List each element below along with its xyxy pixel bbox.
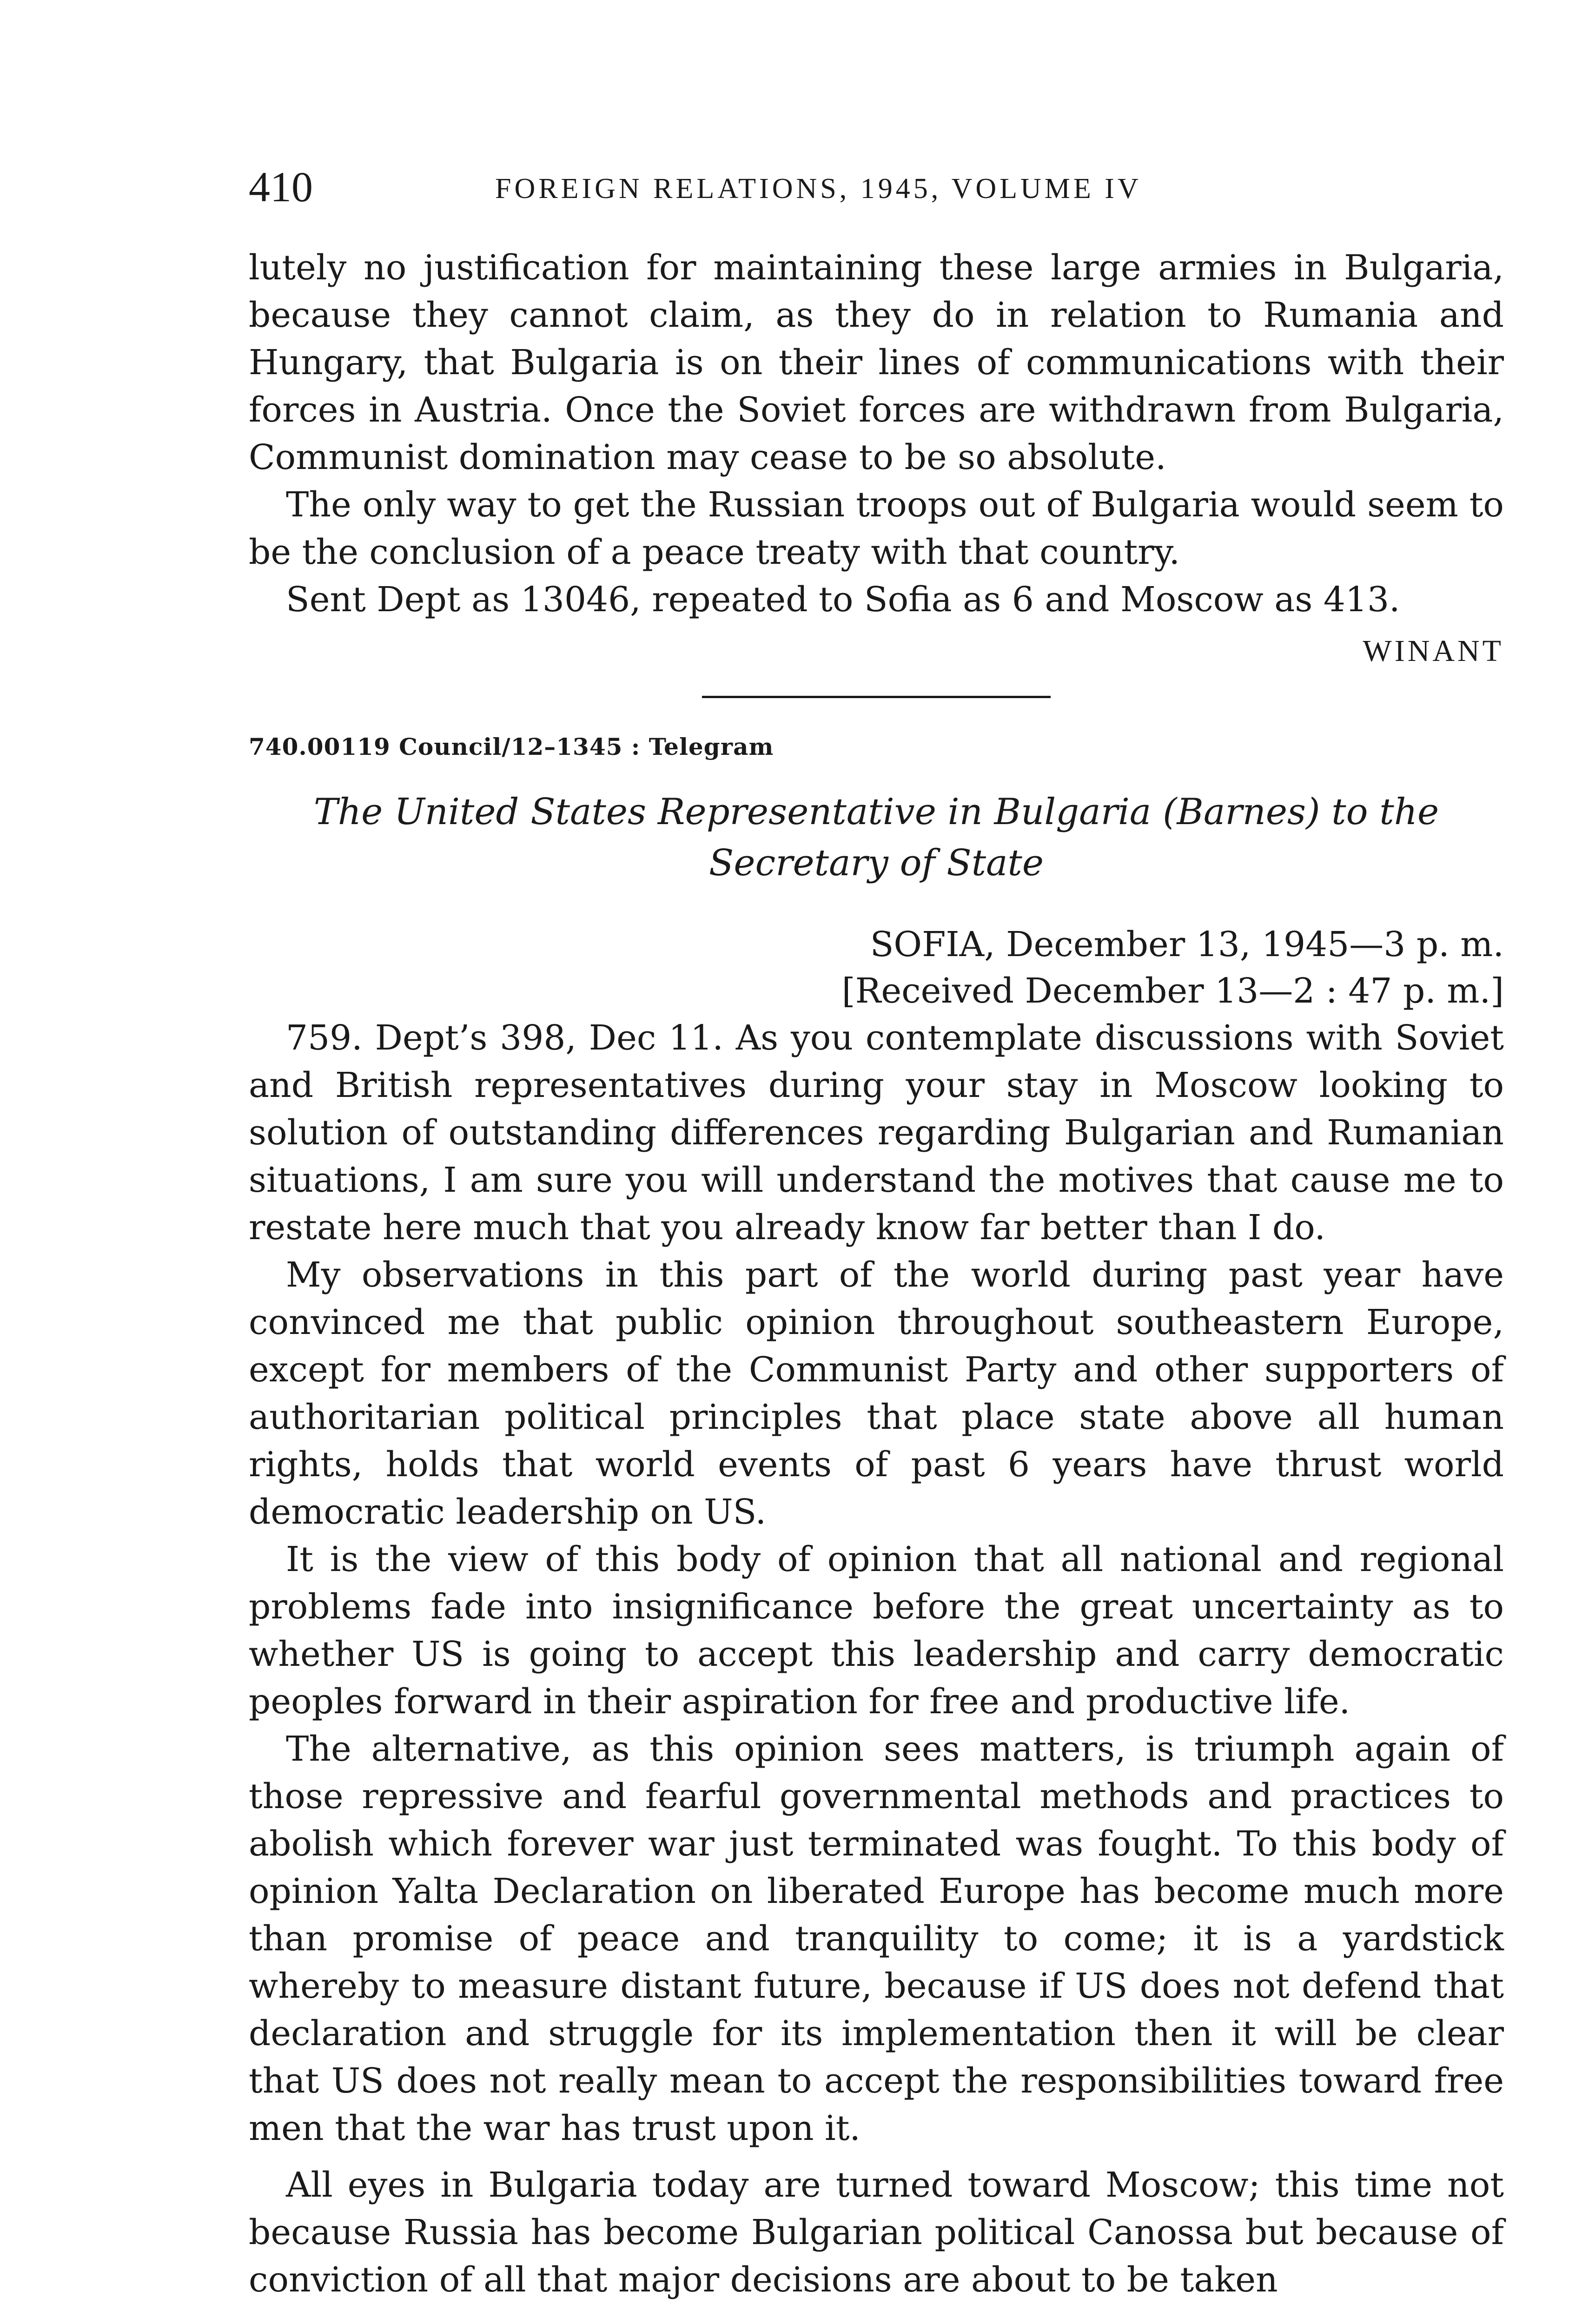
running-head: FOREIGN RELATIONS, 1945, VOLUME IV [495, 173, 1142, 205]
section-divider [702, 696, 1051, 698]
dateline [249, 921, 1504, 1014]
dateline-sent: December 13, 1945—3 p. m. [1006, 924, 1504, 964]
telegram-paragraph-3: It is the view of this body of opinion that all national and regional problems fade into insignificance before the great uncertainty as to whether US is going to accept this leadership and carry democratic peoples forward in their aspiration for free and productive life. [249, 1539, 1504, 1722]
page-body [249, 244, 1504, 2304]
signature-winant: WINANT [1363, 634, 1504, 668]
dateline-place: SOFIA, [870, 924, 995, 964]
previous-paragraph-2: The only way to get the Russian troops out of Bulgaria would seem to be the conclusion of a peace treaty with that country. [249, 485, 1504, 572]
telegram-paragraph-1: 759. Dept’s 398, Dec 11. As you contemplate discussions with Soviet and British representatives during your stay in Moscow looking to solution of outstanding differences regarding Bulgarian and Rumanian situations, I am sure you will understand the motives that cause me to restate here much that you already know far better than I do. [249, 1018, 1504, 1248]
paragraph-gap [249, 2152, 1504, 2161]
telegram-paragraph-4: The alternative, as this opinion sees matters, is triumph again of those repressive and fearful governmental methods and practices to abolish which forever war just terminated was fought. To this body of opinion Yalta Declaration on liberated Europe has become much more than promise of peace and tranquility to come; it is a yardstick whereby to measure distant future, because if US does not defend that declaration and struggle for its implementation then it will be clear that US does not really mean to accept the responsibilities toward free men that the war has trust upon it. [249, 1729, 1504, 2148]
dateline-sent-line [249, 921, 1504, 968]
previous-paragraph-3: Sent Dept as 13046, repeated to Sofia as 6 and Moscow as 413. [286, 580, 1400, 620]
file-reference: 740.00119 Council/12–1345 : Telegram [249, 733, 774, 760]
document-title: The United States Representative in Bulgaria (Barnes) to the Secretary of State [313, 791, 1439, 884]
telegram-paragraph-5: All eyes in Bulgaria today are turned toward Moscow; this time not because Russia has become Bulgarian political Canossa but because of conviction of all that major decisions are about to be taken [249, 2165, 1504, 2300]
previous-paragraph-1: lutely no justification for maintaining these large armies in Bulgaria, because they cannot claim, as they do in relation to Rumania and Hungary, that Bulgaria is on their lines of communications with their forces in Austria. Once the Soviet forces are withdrawn from Bulgaria, Communist domination may cease to be so absolute. [249, 248, 1504, 477]
page-number: 410 [249, 163, 313, 211]
page-header [249, 164, 1527, 210]
telegram-paragraph-2: My observations in this part of the world during past year have convinced me that public opinion throughout southeastern Europe, except for members of the Communist Party and other supporters of authoritarian political principles that place state above all human rights, holds that world events of past 6 years have thrust world democratic leadership on US. [249, 1255, 1504, 1532]
dateline-received: [Received December 13—2 : 47 p. m.] [841, 971, 1504, 1011]
